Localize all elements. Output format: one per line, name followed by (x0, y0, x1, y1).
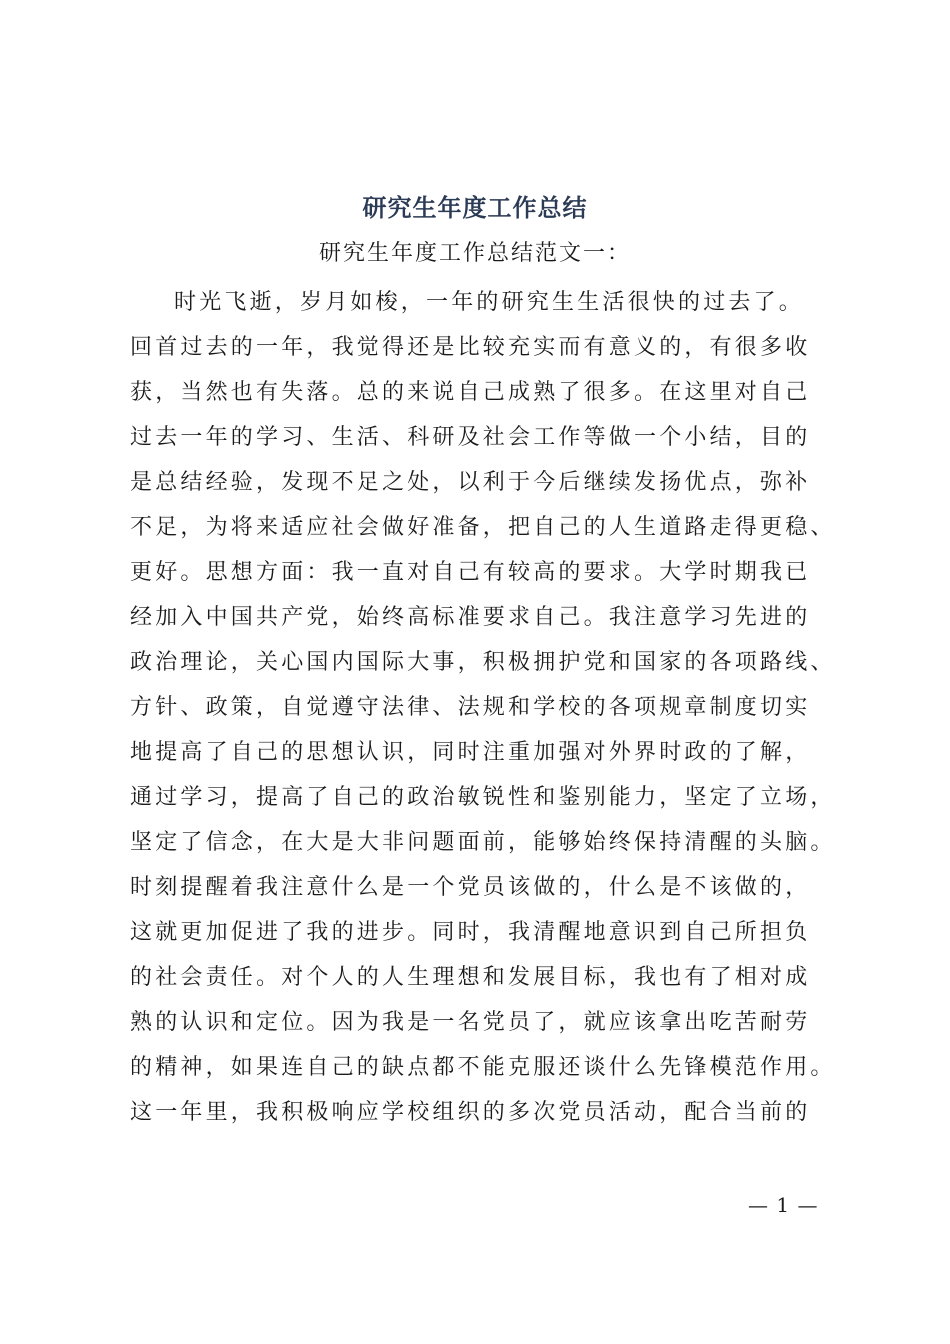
body-line: 这就更加促进了我的进步。同时，我清醒地意识到自己所担负 (130, 920, 811, 945)
body-line: 政治理论，关心国内国际大事，积极拥护党和国家的各项路线、 (130, 650, 836, 675)
body-line: 回首过去的一年，我觉得还是比较充实而有意义的，有很多收 (130, 335, 811, 360)
body-line: 过去一年的学习、生活、科研及社会工作等做一个小结，目的 (130, 425, 811, 450)
body-line: 通过学习，提高了自己的政治敏锐性和鉴别能力，坚定了立场， (130, 785, 836, 810)
body-line: 地提高了自己的思想认识，同时注重加强对外界时政的了解， (130, 740, 811, 765)
document-subtitle: 研究生年度工作总结范文一： (318, 241, 631, 266)
body-line: 的社会责任。对个人的人生理想和发展目标，我也有了相对成 (130, 965, 811, 990)
body-line: 更好。思想方面：我一直对自己有较高的要求。大学时期我已 (130, 560, 811, 585)
document-title: 研究生年度工作总结 (362, 193, 588, 222)
body-line: 是总结经验，发现不足之处，以利于今后继续发扬优点，弥补 (130, 470, 811, 495)
body-line: 获，当然也有失落。总的来说自己成熟了很多。在这里对自己 (130, 380, 811, 405)
body-line: 坚定了信念，在大是大非问题面前，能够始终保持清醒的头脑。 (130, 830, 836, 855)
body-line: 这一年里，我积极响应学校组织的多次党员活动，配合当前的 (130, 1100, 811, 1125)
body-line: 时光飞逝，岁月如梭，一年的研究生生活很快的过去了。 (174, 290, 805, 315)
body-line: 时刻提醒着我注意什么是一个党员该做的，什么是不该做的， (130, 875, 811, 900)
body-line: 经加入中国共产党，始终高标准要求自己。我注意学习先进的 (130, 605, 811, 630)
body-line: 熟的认识和定位。因为我是一名党员了，就应该拿出吃苦耐劳 (130, 1010, 811, 1035)
body-line: 的精神，如果连自己的缺点都不能克服还谈什么先锋模范作用。 (130, 1055, 836, 1080)
page-number: — 1 — (748, 1193, 819, 1217)
body-line: 方针、政策，自觉遵守法律、法规和学校的各项规章制度切实 (130, 695, 811, 720)
body-line: 不足，为将来适应社会做好准备，把自己的人生道路走得更稳、 (130, 515, 836, 540)
